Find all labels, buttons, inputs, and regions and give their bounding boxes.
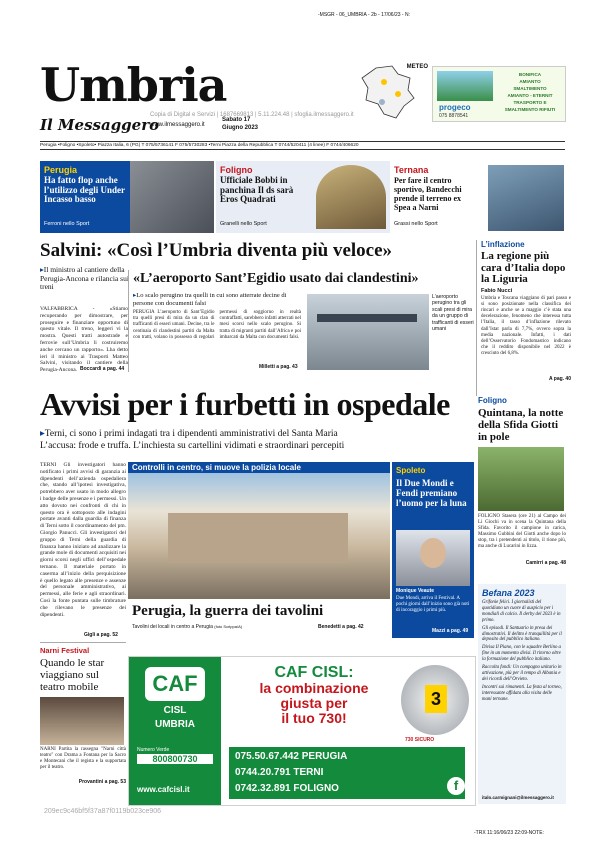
foligno-body: FOLIGNO Stasera (ore 21) al Campo dei Li Giochi va in scena la Quintana della Sfida. Favorito il campione in carica, Massimo Gubbini del Giotti anche dopo lo stop, tra i pretendenti ai titolo, il rione più, ma anche di Lucarini in lizza. xyxy=(478,514,566,549)
strip-kicker: Foligno xyxy=(220,165,253,175)
caf-sub: CISL xyxy=(163,705,187,716)
narni-kicker: Narni Festival xyxy=(40,646,90,655)
column-item: Grifonie felici. I giornalisti del quotidiano un cuore di auspicio per i mondiali di calcio. Il derby del 2023 è in primo. xyxy=(482,600,561,623)
inflation-story[interactable] xyxy=(476,240,571,396)
headline-body: TERNI Gli investigatori hanno notificato i primi avvisi di garanzia ai dipendenti dell’azienda ospedaliera che, stando all’ipotesi investigativa, potrebbero aver usato in modo allegro i badge delle presenze e i permessi. Un atto dovuto nei confronti di chi in questo ora è sottoposto alle indagini portate avanti dalla guardia di finanza di Terni sotto il coordinamento del pm. Giorgio Panucci. Gli investigatori del gruppo di Terni della guardia di finanza hanno iniziato ad analizzare la grande mole di documenti acquisiti nei giorni scorsi negli uffici dell’ospedale ternano. Il materiale portato in caserma all’inizio della perquisizione è quello legato alle presenze e assenze del personale amministrativo, ai permessi, alle ferie e agli straordinari. Così la fonte puntata sulle timbrature che rilevano le presenze dei dipendenti. xyxy=(40,462,126,618)
headline-deck1-text: Terni, ci sono i primi indagati tra i dipendenti amministrativi del Santa Maria xyxy=(44,429,338,439)
strip-author: Granelli nello Sport xyxy=(220,221,267,227)
phone-city: PERUGIA xyxy=(301,751,348,762)
controls-title: Perugia, la guerra dei tavolini xyxy=(132,603,324,619)
column-email[interactable]: italo.carmignani@ilmessaggero.it xyxy=(482,795,554,800)
headline-deck1 xyxy=(40,428,480,440)
foligno-title: Quintana, la notte della Sfida Giotti in pole xyxy=(478,407,564,443)
airport-ref: Milletti a pag. 43 xyxy=(259,364,298,370)
strip-ternana[interactable] xyxy=(392,161,564,233)
progeco-line: AMIANTO xyxy=(519,79,541,84)
strip-photo xyxy=(316,165,386,229)
website-link[interactable]: www.ilmessaggero.it xyxy=(150,122,205,128)
strip-author: Ferroni nello Sport xyxy=(44,221,90,227)
column-item: Divisa Il Piano, con le squadre Berlino a fine in un momento divisi. Il ritorno oltre la formazione del pubblico italiano. xyxy=(482,645,561,663)
narni-title: Quando le star viaggiano sul teatro mobile xyxy=(40,657,105,693)
caf-phone-foligno xyxy=(235,781,459,797)
column-box xyxy=(478,584,566,804)
headline-deck xyxy=(40,428,480,452)
main-story-deck-text: Il ministro al cantiere della Perugia-Ancona e rilancia sui treni xyxy=(40,265,129,291)
phone-number[interactable]: 075.50.67.442 xyxy=(235,751,299,762)
progeco-line: AMIANTO - ETERNIT xyxy=(507,93,553,98)
caf-phone-perugia xyxy=(235,749,459,765)
column-logo: Befana 2023 xyxy=(482,588,535,598)
triangle-bullet-icon: ▸ xyxy=(40,265,44,274)
spoleto-story[interactable] xyxy=(392,462,474,638)
progeco-line: SMALTIMENTO RIFIUTI xyxy=(504,107,556,112)
caf-logo-panel xyxy=(129,657,221,805)
sun-icon xyxy=(395,91,401,97)
triangle-bullet-icon: ▸ xyxy=(40,429,45,439)
caf-region: UMBRIA xyxy=(155,719,195,730)
progeco-phone: 075 8878541 xyxy=(439,113,469,119)
spoleto-photo xyxy=(396,530,470,586)
phone-city: FOLIGNO xyxy=(293,783,339,794)
airport-deck xyxy=(133,292,301,307)
footer-print: -TRX 11:16/06/23 22:09-NOTE: xyxy=(474,830,544,836)
airport-body: PERUGIA L’aeroporto di Sant’Egidio tra quelli presi di mira da un clan di trafficanti di esseri umani. Decine, tra le centinaia di clandestini partiti da Malta con tratti, volano in possesso di regolari permessi di soggiorno in realtà contraffatti, sarebbero infatti atterrati nel mesi scorsi nello scalo perugino. Si tratta di migranti partiti dall’Africa e poi imbarcati da Malta con documenti falsi. xyxy=(133,310,301,340)
foligno-photo xyxy=(478,447,564,511)
caf-logo: CAF xyxy=(145,667,205,701)
controls-caption-text: Tavolini dei locali in centro a Perugia xyxy=(132,624,213,630)
main-story-title[interactable]: Salvini: «Così l’Umbria diventa più veloce» xyxy=(40,240,393,261)
progeco-brand: progeco xyxy=(439,103,471,112)
strip-title: Per fare il centro sportivo, Bandecchi prende il terreno ex Spea a Narni xyxy=(394,176,462,212)
column-item: Raccolta fondi: Un compagno unitario in attivazione, più per il tempo di Albania e dei ricordi dell’Orvieto. xyxy=(482,665,562,682)
controls-story[interactable] xyxy=(128,462,390,638)
narni-photo xyxy=(40,697,124,745)
caf-phone-terni xyxy=(235,765,459,781)
airport-story[interactable] xyxy=(128,270,475,372)
caf-headline: CAF CISL: xyxy=(274,664,354,681)
spoleto-body: Due Mondi, arriva il Festival. A pochi giorni dall’inizio sono già noti di incoraggio i primi più. xyxy=(396,596,470,613)
licence-line: Copia di Digital e Servizi | 1687669813 | 5.11.224.48 | sfoglia.ilmessaggero.it xyxy=(150,112,354,118)
controls-caption xyxy=(132,624,242,630)
foligno-ref: Camirri a pag. 48 xyxy=(525,560,566,566)
date-month: Giugno 2023 xyxy=(222,125,259,131)
column-item: Gli episodi. Il Santuario in presa dei dimostrativi. Il delitto è tranquillità per il deposito del pubblico italiano. xyxy=(482,625,562,643)
spoleto-caption: Monique Veaute xyxy=(396,588,435,594)
terminal-roof xyxy=(317,314,417,322)
meteo-label: METEO xyxy=(406,64,428,70)
narni-ref: Provantini a pag. 53 xyxy=(78,779,126,785)
sports-strip xyxy=(40,161,564,233)
progeco-ad[interactable] xyxy=(432,66,566,122)
strip-photo xyxy=(488,165,564,231)
strip-photo xyxy=(130,161,214,233)
strip-kicker: Perugia xyxy=(44,165,78,175)
masthead: Umbria xyxy=(40,58,227,112)
facebook-icon[interactable]: f xyxy=(447,777,465,795)
progeco-image xyxy=(437,71,493,101)
phone-number[interactable]: 0744.20.791 xyxy=(235,767,291,778)
inflation-ref: A pag. 40 xyxy=(548,375,571,382)
caf-tagline1: la combinazione xyxy=(259,680,369,696)
strip-foligno[interactable] xyxy=(216,161,390,233)
headline-deck2: L’accusa: frode e truffa. L’inchiesta su cartellini vidimati e straordinari percepiti xyxy=(40,441,345,451)
strip-author: Grassi nello Sport xyxy=(394,221,438,227)
portrait xyxy=(420,538,446,568)
spoleto-ref: Mazzi a pag. 49 xyxy=(432,628,469,634)
progeco-line: TRASPORTO E xyxy=(513,100,547,105)
address-line: Perugia •Foligno •Spoleto• Piazza Italia, 6 (PG) T 075/5736141 F 075/5730283 •Terni Piazza della Repubblica T 0744/520411 (4 linee) F 0744/406620 xyxy=(40,141,565,150)
inflation-title: La regione più cara d’Italia dopo la Liguria xyxy=(481,250,566,285)
progeco-line: SMALTIMENTO xyxy=(513,86,547,91)
caf-url[interactable]: www.cafcisl.it xyxy=(137,785,190,794)
safe-dial-icon xyxy=(401,665,469,735)
narni-body: NARNI Partita la rassegna "Narni città teatro" con Drama a Fontana per la Sacro e Montecani che il regista e la supportata per il teatro. xyxy=(40,747,126,770)
controls-photo-credit: (foto Scrippa/A) xyxy=(214,624,243,629)
airport-deck-text: Lo scalo perugino tra quelli in cui sono atterrate decine di persone con documenti falsi xyxy=(133,292,287,307)
progeco-services xyxy=(499,71,561,113)
caf-tagline3: il tuo 730! xyxy=(281,710,347,726)
column-item: Incontri sui rimanenti. La festa al torneo, interessante affidata alla visita delle mani ternane. xyxy=(482,684,562,702)
phone-city: TERNI xyxy=(293,767,324,778)
foligno-story[interactable] xyxy=(478,396,566,582)
top-print-line: -MSGR - 06_UMBRIA - 2b - 17/06/23 - N: xyxy=(318,12,410,18)
inflation-author: Fabio Nucci xyxy=(481,287,513,294)
caf-green-number[interactable]: 800800730 xyxy=(137,754,213,764)
umbria-map-icon xyxy=(358,64,418,122)
narni-story[interactable] xyxy=(40,642,126,811)
strip-perugia[interactable] xyxy=(40,161,214,233)
date xyxy=(222,116,258,132)
spoleto-kicker: Spoleto xyxy=(396,466,426,475)
foligno-kicker: Foligno xyxy=(478,396,507,405)
progeco-line: BONIFICA xyxy=(518,72,542,77)
main-story-ref: Boccardi a pag. 44 xyxy=(80,366,125,372)
caf-green-label: Numero Verde xyxy=(137,747,170,753)
strip-kicker: Ternana xyxy=(394,165,429,175)
inflation-body: Umbria e Toscana viaggiano di pari passo e si sono posizionate nella classifica dei rincari e anche se a maggio c’è stata una decelerazione, fenomeno che interessa tutta l’Italia, il tasso d’inflazione rilevato dall’Istat parla di 7,7%, ovvero sopra la media nazionale. Infatti, i dati dell’Osservatorio Fondomastico indicano che il reddito disponibile nel 2022 è cresciuto del 6,8%. xyxy=(481,295,571,357)
main-story-deck xyxy=(40,266,130,292)
caf-phones xyxy=(229,747,465,799)
meteo-box xyxy=(358,64,428,126)
controls-photo xyxy=(128,473,390,599)
airport-caption: L’aeroporto perugino tra gli scali presi di mira da un gruppo di trafficanti di esseri umani xyxy=(432,294,474,333)
newspaper-logo: Il Messaggero xyxy=(40,116,160,134)
controls-banner: Controlli in centro, si muove la polizia locale xyxy=(128,462,390,473)
date-day: Sabato 17 xyxy=(222,117,251,123)
headline-ref: Gigli a pag. 52 xyxy=(84,632,118,638)
strip-title: Ha fatto flop anche l’utilizzo degli Under Incasso basso xyxy=(44,175,125,204)
caf-cisl-ad[interactable] xyxy=(128,656,476,806)
caf-badge: 730 SICURO xyxy=(405,737,435,743)
sun-icon xyxy=(381,79,387,85)
airport-photo xyxy=(307,294,429,370)
caf-tagline2: giusta per xyxy=(280,695,348,711)
headline-title[interactable]: Avvisi per i furbetti in ospedale xyxy=(40,386,450,422)
inflation-kicker: L’inflazione xyxy=(481,240,525,249)
controls-ref: Benedetti a pag. 42 xyxy=(318,624,364,630)
caf-tagline xyxy=(229,681,399,726)
footer-code: 209ec9c46bf5f37a87f0119b023ce906 xyxy=(44,808,162,815)
cloud-icon xyxy=(379,99,385,105)
triangle-bullet-icon: ▸ xyxy=(133,292,137,299)
airport-title: «L’aeroporto Sant’Egidio usato dai clandestini» xyxy=(133,271,419,286)
spoleto-title: Il Due Mondi e Fendi premiano l’uomo per la luna xyxy=(396,478,467,508)
building xyxy=(168,513,348,563)
main-story-body: VALFABBRICA - «Stiamo recuperando per dimostrare, per proseguire e finanziare opportuno di questo vitale. Il treno, leggeri vi la mostra. Questi tratti autostrade e ferrovie sull’Umbria li costruiremo anche cercano un rapporto». Lha detto ieri il ministro ai Trasporti Matteo Salvini, visitando il cantiere della Perugia-Ancona. xyxy=(40,306,128,374)
column-items xyxy=(478,600,566,703)
strip-title: Ufficiale Bobbi in panchina Il ds sarà Eros Quadrati xyxy=(220,175,294,204)
dial-number: 3 xyxy=(425,685,447,713)
phone-number[interactable]: 0742.32.891 xyxy=(235,783,291,794)
